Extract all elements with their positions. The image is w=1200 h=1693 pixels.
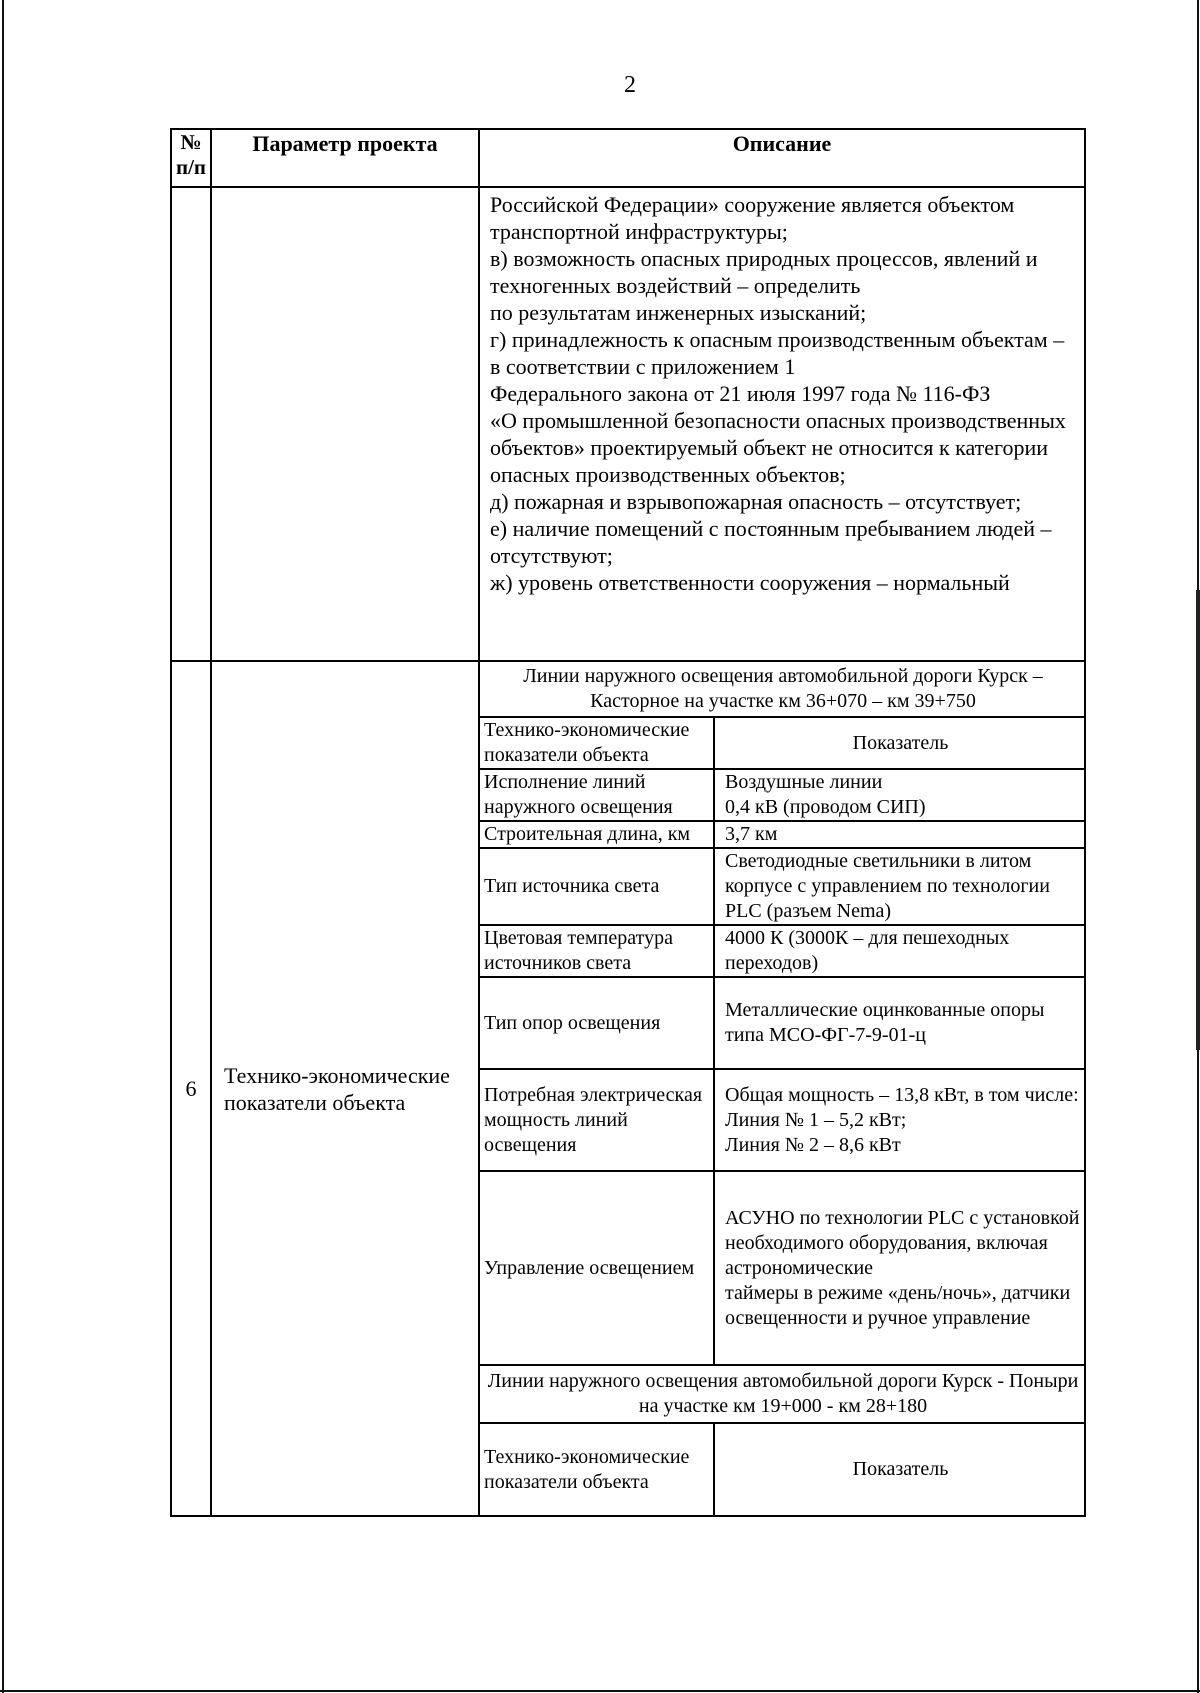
indicator-value: Воздушные линии 0,4 кВ (проводом СИП) <box>714 769 1086 821</box>
table-row-continued <box>171 187 1085 661</box>
table-row <box>480 1171 1086 1365</box>
indicator-value: Металлические оцинкованные опоры типа МСО-ФГ-7-9-01-ц <box>714 977 1086 1069</box>
row-number: 6 <box>171 661 211 1516</box>
row-parameter: Технико-экономические показатели объекта <box>211 661 479 1516</box>
header-parameter: Параметр проекта <box>211 129 479 187</box>
table-row <box>480 848 1086 925</box>
table-row <box>480 977 1086 1069</box>
scan-edge-bottom <box>0 1690 1200 1692</box>
page-number: 2 <box>624 72 636 98</box>
indicator-label: Тип источника света <box>480 848 714 925</box>
table-row <box>480 925 1086 977</box>
indicators-table <box>480 662 1086 1515</box>
section1-head-label: Технико-экономические показатели объекта <box>480 717 714 769</box>
section1-head-row <box>480 717 1086 769</box>
section2-head-row <box>480 1423 1086 1515</box>
continued-description-cell <box>479 187 1085 661</box>
indicator-label: Исполнение линий наружного освещения <box>480 769 714 821</box>
row-description <box>479 661 1085 1516</box>
table-row <box>480 769 1086 821</box>
document-table <box>170 128 1086 1517</box>
indicator-value: АСУНО по технологии PLC с установкой необходимого оборудования, включая астрономические таймеры в режиме «день/ночь», датчики освещенности и ручное управление <box>714 1171 1086 1365</box>
table-row <box>480 821 1086 848</box>
indicator-value: 4000 К (3000К – для пешеходных переходов) <box>714 925 1086 977</box>
section2-caption: Линии наружного освещения автомобильной дороги Курск - Поныри на участке км 19+000 - км 28+180 <box>480 1365 1086 1423</box>
continued-description-text: Российской Федерации» сооружение является объектом транспортной инфраструктуры; в) возможность опасных природных процессов, явлений и техногенных воздействий – определить по результатам инженерных изысканий; г) принадлежность к опасным производственным объектам – в соответствии с приложением 1 Федерального закона от 21 июля 1997 года № 116-ФЗ «О промышленной безопасности опасных производственных объектов» проектируемый объект не относится к категории опасных производственных объектов; д) пожарная и взрывопожарная опасность – отсутствует; е) наличие помещений с постоянным пребыванием людей – отсутствуют; ж) уровень ответственности сооружения – нормальный <box>490 192 1066 595</box>
indicator-value: 3,7 км <box>714 821 1086 848</box>
continued-number-cell <box>171 187 211 661</box>
section1-caption: Линии наружного освещения автомобильной дороги Курск – Касторное на участке км 36+070 – км 39+750 <box>480 662 1086 717</box>
section2-head-value: Показатель <box>714 1423 1086 1515</box>
section1-caption-row <box>480 662 1086 717</box>
table-row <box>480 1069 1086 1171</box>
section2-head-label: Технико-экономические показатели объекта <box>480 1423 714 1515</box>
indicator-label: Строительная длина, км <box>480 821 714 848</box>
continued-parameter-cell <box>211 187 479 661</box>
table-row-6 <box>171 661 1085 1516</box>
indicator-value: Светодиодные светильники в литом корпусе с управлением по технологии PLC (разъем Nema) <box>714 848 1086 925</box>
indicator-label: Цветовая температура источников света <box>480 925 714 977</box>
indicator-label: Потребная электрическая мощность линий освещения <box>480 1069 714 1171</box>
indicator-value: Общая мощность – 13,8 кВт, в том числе: Линия № 1 – 5,2 кВт; Линия № 2 – 8,6 кВт <box>714 1069 1086 1171</box>
header-description: Описание <box>479 129 1085 187</box>
section2-caption-row <box>480 1365 1086 1423</box>
scan-edge-left <box>2 0 4 1693</box>
indicator-label: Тип опор освещения <box>480 977 714 1069</box>
section1-head-value: Показатель <box>714 717 1086 769</box>
indicator-label: Управление освещением <box>480 1171 714 1365</box>
scan-mark-right <box>1196 590 1200 1050</box>
header-number: № п/п <box>171 129 211 187</box>
table-header-row <box>171 129 1085 187</box>
